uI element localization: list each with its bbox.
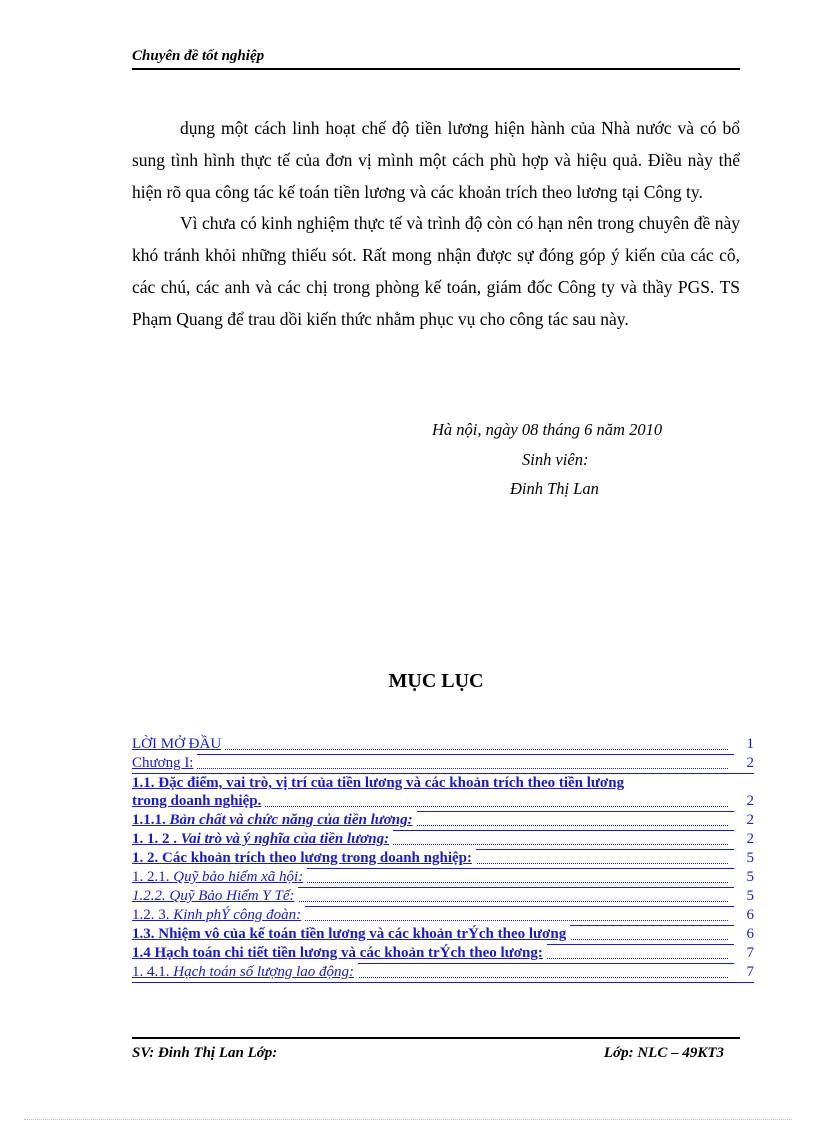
header-title: Chuyên đề tốt nghiệp	[132, 48, 265, 64]
signature-name: Đinh Thị Lan	[510, 479, 599, 498]
toc-entry-page: 6	[734, 925, 754, 943]
toc-entry-page: 5	[734, 887, 754, 905]
toc-entry-number: 1. 1. 2 .	[132, 831, 181, 847]
toc-entry-label: Chương I:	[132, 754, 197, 772]
toc-entry-page: 6	[734, 906, 754, 924]
toc-entry-label: 1.4 Hạch toán chi tiết tiền lương và các khoản trÝch theo lương:	[132, 944, 547, 962]
table-of-contents	[132, 736, 754, 983]
toc-entry[interactable]	[132, 812, 754, 831]
body-text	[132, 113, 740, 336]
toc-entry[interactable]	[132, 926, 754, 945]
toc-entry-label: 1.3. Nhiệm vô của kế toán tiền lương và các khoản trÝch theo lương	[132, 925, 570, 943]
page-edge-divider	[24, 1119, 792, 1120]
toc-entry-page: 5	[734, 868, 754, 886]
toc-entry-number: 1. 4.1.	[132, 964, 174, 980]
toc-entry[interactable]	[132, 907, 754, 926]
toc-entry[interactable]	[132, 869, 754, 888]
toc-entry-label: Quỹ Bảo Hiểm Y Tế:	[169, 888, 295, 904]
toc-entry-label: Quỹ bảo hiểm xã hội:	[173, 869, 304, 885]
footer-right: Lớp: NLC – 49KT3	[603, 1045, 724, 1061]
toc-entry-label-group	[132, 811, 417, 829]
toc-entry[interactable]	[132, 831, 754, 850]
toc-entry[interactable]	[132, 736, 754, 755]
toc-entry-page: 2	[734, 754, 754, 772]
signature-role: Sinh viên:	[522, 450, 589, 469]
toc-entry-label-continued: trong doanh nghiệp.	[132, 793, 265, 809]
toc-entry-number: 1.2.2.	[132, 888, 170, 904]
toc-entry-page: 7	[734, 963, 754, 981]
toc-entry-label: LỜI MỞ ĐẦU	[132, 735, 225, 753]
toc-entry-label-group	[132, 868, 307, 886]
toc-entry[interactable]	[132, 888, 754, 907]
toc-entry-label: Vai trò và ý nghĩa của tiền lương:	[180, 831, 390, 847]
toc-entry-page: 1	[734, 735, 754, 753]
toc-entry-label: 1.1. Đặc điểm, vai trò, vị trí của tiền lương và các khoản trích theo tiền lương	[132, 775, 625, 791]
paragraph: dụng một cách linh hoạt chế độ tiền lương hiện hành của Nhà nước và có bổ sung tình hình thực tế của đơn vị mình một cách phù hợp và hiệu quả. Điều này thể hiện rõ qua công tác kế toán tiền lương và các khoản trích theo lương tại Công ty.	[132, 118, 740, 202]
toc-entry[interactable]	[132, 964, 754, 983]
toc-entry-number: 1.2. 3.	[132, 907, 174, 923]
toc-entry-label-group	[132, 830, 393, 848]
toc-entry-label: Kinh phÝ công đoàn:	[173, 907, 302, 923]
page-header	[132, 48, 740, 70]
toc-entry-label-group	[132, 963, 358, 981]
toc-entry[interactable]	[132, 850, 754, 869]
toc-entry[interactable]	[132, 774, 754, 812]
toc-entry[interactable]	[132, 755, 754, 774]
toc-entry[interactable]	[132, 945, 754, 964]
toc-entry-label-multiline	[132, 774, 722, 810]
toc-leader	[132, 768, 728, 769]
toc-entry-page: 2	[734, 792, 754, 810]
toc-entry-label: Bản chất và chức năng của tiền lương:	[169, 812, 413, 828]
toc-entry-page: 2	[734, 811, 754, 829]
toc-entry-label: 1. 2. Các khoản trích theo lương trong doanh nghiệp:	[132, 849, 476, 867]
page-footer	[132, 1037, 740, 1062]
toc-entry-label: Hạch toán số lượng lao động:	[173, 964, 355, 980]
paragraph: Vì chưa có kinh nghiệm thực tế và trình độ còn có hạn nên trong chuyên đề này khó tránh khỏi những thiếu sót. Rất mong nhận được sự đóng góp ý kiến của các cô, các chú, các anh và các chị trong phòng kế toán, giám đốc Công ty và thầy PGS. TS Phạm Quang để trau dồi kiến thức nhằm phục vụ cho công tác sau này.	[132, 213, 740, 329]
toc-entry-number: 1. 2.1.	[132, 869, 174, 885]
footer-left: SV: Đinh Thị Lan Lớp:	[132, 1045, 278, 1061]
toc-entry-number: 1.1.1.	[132, 812, 170, 828]
toc-entry-label-group	[132, 887, 298, 905]
toc-entry-page: 2	[734, 830, 754, 848]
toc-entry-page: 5	[734, 849, 754, 867]
toc-title: MỤC LỤC	[388, 670, 484, 692]
signature-place-date: Hà nội, ngày 08 tháng 6 năm 2010	[432, 420, 663, 439]
toc-entry-page: 7	[734, 944, 754, 962]
toc-entry-label-group	[132, 906, 305, 924]
